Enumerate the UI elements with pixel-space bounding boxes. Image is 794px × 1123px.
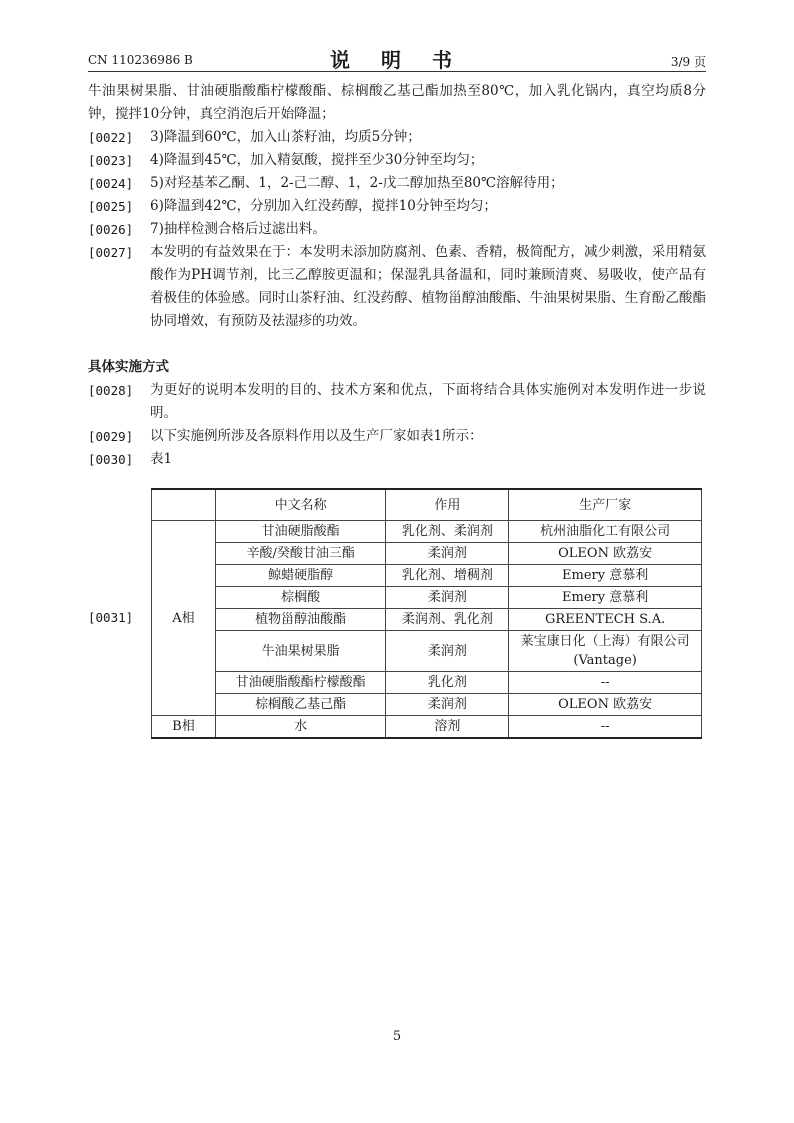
paragraph-number: [0030] (88, 452, 134, 467)
phase-cell: A相 (152, 521, 216, 716)
paragraph (88, 448, 706, 471)
name-cell: 棕榈酸乙基己酯 (215, 694, 386, 716)
page-title: 说 明 书 (330, 48, 464, 72)
maker-cell: OLEON 欧荔安 (509, 694, 702, 716)
role-cell: 柔润剂 (386, 631, 509, 672)
phase-cell: B相 (152, 716, 216, 739)
paragraph-number: [0026] (88, 222, 134, 237)
header-divider (88, 71, 706, 72)
ingredient-table (151, 488, 702, 739)
page-number: 5 (392, 1029, 402, 1044)
paragraph-number: [0025] (88, 199, 134, 214)
page-indicator: 3/9 页 (670, 55, 706, 69)
role-cell: 柔润剂 (386, 587, 509, 609)
paragraph-text: 本发明的有益效果在于：本发明未添加防腐剂、色素、香精，极简配方，减少刺激，采用精氨酸作为PH调节剂，比三乙醇胺更温和；保湿乳具备温和，同时兼顾清爽、易吸收，使产品有着极佳的体验感。同时山茶籽油、红没药醇、植物甾醇油酸酯、牛油果树果脂、生育酚乙酸酯协同增效，有预防及祛湿疹的功效。 (150, 244, 706, 329)
table-row (152, 609, 702, 631)
table-header-row (152, 489, 702, 521)
table-row (152, 694, 702, 716)
paragraph-number: [0029] (88, 429, 134, 444)
paragraph (88, 172, 706, 195)
paragraph-number: [0022] (88, 130, 134, 145)
maker-cell: -- (509, 716, 702, 739)
role-cell: 溶剂 (386, 716, 509, 739)
paragraph (88, 379, 706, 425)
continued-text: 牛油果树果脂、甘油硬脂酸酯柠檬酸酯、棕榈酸乙基己酯加热至80℃，加入乳化锅内，真空均质8分钟，搅拌10分钟，真空消泡后开始降温； (88, 83, 706, 122)
name-cell: 甘油硬脂酸酯 (215, 521, 386, 543)
maker-cell: 杭州油脂化工有限公司 (509, 521, 702, 543)
paragraph-text: 6)降温到42℃，分别加入红没药醇，搅拌10分钟至均匀； (150, 198, 497, 214)
paragraph (88, 218, 706, 241)
table-row (152, 543, 702, 565)
name-cell: 植物甾醇油酸酯 (215, 609, 386, 631)
role-cell: 柔润剂 (386, 543, 509, 565)
role-cell: 柔润剂 (386, 694, 509, 716)
maker-cell: OLEON 欧荔安 (509, 543, 702, 565)
paragraph-text: 4)降温到45℃，加入精氨酸，搅拌至少30分钟至均匀； (150, 152, 484, 168)
paragraph-number: [0031] (88, 610, 134, 625)
section-heading: 具体实施方式 (88, 359, 169, 375)
header-cell: 作用 (386, 489, 509, 521)
paragraph-text: 为更好的说明本发明的目的、技术方案和优点，下面将结合具体实施例对本发明作进一步说明。 (150, 382, 706, 421)
patent-number: CN 110236986 B (88, 53, 193, 67)
paragraph-number: [0027] (88, 245, 134, 260)
table-row (152, 587, 702, 609)
header-cell: 生产厂家 (509, 489, 702, 521)
document-body (88, 80, 706, 471)
maker-cell: 莱宝康日化（上海）有限公司(Vantage) (509, 631, 702, 672)
paragraph-number: [0023] (88, 153, 134, 168)
table-row (152, 565, 702, 587)
name-cell: 水 (215, 716, 386, 739)
name-cell: 甘油硬脂酸酯柠檬酸酯 (215, 672, 386, 694)
paragraph-number: [0028] (88, 383, 134, 398)
name-cell: 鲸蜡硬脂醇 (215, 565, 386, 587)
name-cell: 辛酸/癸酸甘油三酯 (215, 543, 386, 565)
maker-cell: Emery 意慕利 (509, 587, 702, 609)
role-cell: 乳化剂 (386, 672, 509, 694)
paragraph-number: [0024] (88, 176, 134, 191)
table-row (152, 521, 702, 543)
role-cell: 乳化剂、柔润剂 (386, 521, 509, 543)
paragraph-text: 3)降温到60℃，加入山茶籽油，均质5分钟； (150, 129, 421, 145)
table-row (152, 716, 702, 739)
header-cell (152, 489, 216, 521)
role-cell: 乳化剂、增稠剂 (386, 565, 509, 587)
maker-cell: GREENTECH S.A. (509, 609, 702, 631)
role-cell: 柔润剂、乳化剂 (386, 609, 509, 631)
paragraph-text: 5)对羟基苯乙酮、1，2-己二醇、1，2-戊二醇加热至80℃溶解待用； (150, 175, 564, 191)
paragraph-text: 7)抽样检测合格后过滤出料。 (150, 221, 326, 237)
name-cell: 牛油果树果脂 (215, 631, 386, 672)
paragraph (88, 149, 706, 172)
paragraph (88, 195, 706, 218)
paragraph (88, 425, 706, 448)
table-row (152, 672, 702, 694)
maker-cell: -- (509, 672, 702, 694)
name-cell: 棕榈酸 (215, 587, 386, 609)
header-cell: 中文名称 (215, 489, 386, 521)
paragraph-text: 以下实施例所涉及各原料作用以及生产厂家如表1所示： (150, 428, 483, 444)
maker-cell: Emery 意慕利 (509, 565, 702, 587)
paragraph (88, 126, 706, 149)
table-row (152, 631, 702, 672)
table-caption: 表1 (150, 451, 173, 467)
paragraph (88, 241, 706, 333)
